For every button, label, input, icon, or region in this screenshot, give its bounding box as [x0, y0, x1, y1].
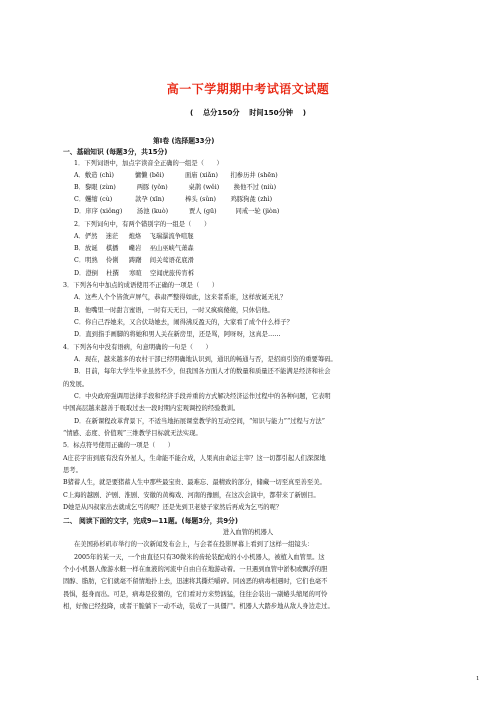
q5-option-a-line1: A庄苌宇宙到底有没有外星人，生命能不能合成，人果真由命运主宰？这一切都引起人们深深地	[63, 455, 326, 462]
q5-option-a-line2: 思考。	[63, 467, 82, 474]
q4-option-a: A．现在，越来越多的农村干部已经明确地认识到，通讯的畅通与否，是招商引资的重要筹码。	[74, 356, 337, 363]
q5-option-d: D她是从四叔家出去就成乞丐的呢？还是先到卫老婆子家然后再成为乞丐的呢？	[63, 504, 283, 511]
q2-option-b: B．放诞 棋播 巉岩 巫山巫峡气萧森	[74, 245, 194, 252]
q4-option-d: D．在新课程改革背景下，不适当地拓展课堂教学的互动空间，“知识与能力”“过程与方法”	[74, 418, 325, 425]
exam-subtitle: ( 总分150分 时间150分钟 )	[190, 108, 306, 117]
q1-option-b: B．黎眼 (zùn) 两豚 (yǒn) 桌鹊 (wěi) 换他不过 (niù)	[74, 184, 277, 191]
q1-stem: 1．下列词语中，加点字读音全正确的一组是（ ）	[74, 160, 223, 167]
passage-line-3: 固醇、脂肪，它们就毫不留情地扑上去，迅速将其撕烂嚼碎。同凶恶的病毒相遇时，它们也毫不	[63, 578, 328, 585]
section2-heading: 二、 阅读下面的文字，完成9—11题。(每题3分，共9分)	[63, 517, 238, 525]
q3-option-d: D．直到指手画脚的将她和男人关在新房里，还是骂，阿呀呀，这真是……	[74, 331, 281, 338]
q1-option-d: D．庠序 (xiǒng) 汤池 (kuò) 贾人 (gū) 同戒一轮 (jiòn)	[74, 208, 280, 215]
q2-option-a: A．俨然 迷茫 炮烙 飞瑞瀑流争喧豗	[74, 233, 194, 240]
part1-heading: 第Ⅰ卷 (选择题33分)	[153, 137, 215, 145]
page-number: 1	[476, 676, 480, 682]
passage-line-4: 畏惧，挺身而出。可是，病毒是狡猾的，它们看对方来势汹猛，往往会装出一副蜷头缩尾的可怜	[63, 591, 328, 598]
q4-option-b-line1: B．目前，每年大学生毕业虽然不少，但我国各方面人才的数量和质量还不能满足经济和社会	[74, 368, 331, 375]
q2-option-d: D．澄倒 杜撰 寒暄 空闻虎旅传宵柝	[74, 270, 195, 277]
passage-line-2: 个小小机器人像游水艇一样在血液的河流中自由自在地游动着。一旦遇到血管中淤积或飘浮的胆	[63, 566, 328, 573]
q5-stem: 5．标点符号使用正确的一项是（ ）	[63, 442, 175, 449]
q3-option-c: C．你自己吞她来，又合伏劫她去，闹得沸反盈天的，大家看了成个什么样子？	[74, 319, 293, 326]
q4-stem: 4．下列各句中没有语病，句意明确的一句是（ ）	[63, 344, 212, 351]
passage-line-5: 相，好像已经投降，或者干脆躺下一动不动，装成了一具僵尸。机器人大踏步地从敌人身边走过。	[63, 603, 334, 610]
passage-intro: 在美国孙杉矶市举行的一次新闻发布会上，与会者在投影屏幕上看到了这样一组镜头：	[74, 541, 314, 548]
q3-stem: 3．下列各句中加点的成语使用不正确的一项是（ ）	[63, 282, 219, 289]
q5-option-c: C上海的越剧、沪剧、淮剧、安徽的黄梅戏、河南的豫剧，在这次会演中，都带来了新剧目。	[63, 492, 320, 499]
q1-option-a: A．敷造 (chì) 慵懒 (bēi) 面庙 (xiǎn) 扪参历井 (shēn)	[74, 172, 278, 179]
q3-option-b: B．他嘴里一时甜言蜜语，一时有天无日，一时又疯疯傻傻，只休信他。	[74, 307, 274, 314]
q4-option-d-cont: “情感、态度、价值观”三维教学目标就无法实现。	[63, 430, 202, 437]
q4-option-b-line2: 的发展。	[63, 381, 89, 388]
section1-heading: 一、基础知识 (每题3分，共15分)	[63, 148, 168, 156]
q2-stem: 2．下列词句中，有两个错别字的一组是（ ）	[74, 221, 211, 228]
passage-line-1: 2005年的某一天，一个由直径只有30微米的齿轮装配成的小小机器人，被植入血管里。这	[74, 554, 325, 561]
q5-option-b: B猪蓄人生，就是要猪蓄人生中那些最宝贵、最难忘、最精致的部分，储藏一切至真至善至美。	[63, 479, 326, 486]
q4-option-c-line2: 中国高层越来越善于吸取过去一段时期内宏观调控的经验教训。	[63, 405, 240, 412]
q1-option-c: C．蠼缩 (cù) 款孕 (xīn) 棒头 (sǔn) 鸡豚狗彘 (zhì)	[74, 196, 273, 203]
q4-option-c-line1: C．中央政府强调用法律手段和经济手段并重的方式解决经济运作过程中的各种问题，它表明	[74, 393, 331, 400]
q2-option-c: C．明熟 伶俐 踌躇 间关莺语花底滑	[74, 257, 194, 264]
q3-option-a: A．这些人个个皆敛声屏气，恭肃严整得如此，这来者系谁，这样放诞无礼？	[74, 294, 287, 301]
exam-title: 高一下学期期中考试语文试题	[166, 82, 330, 96]
passage-title: 进入血管的机器人	[222, 529, 274, 536]
